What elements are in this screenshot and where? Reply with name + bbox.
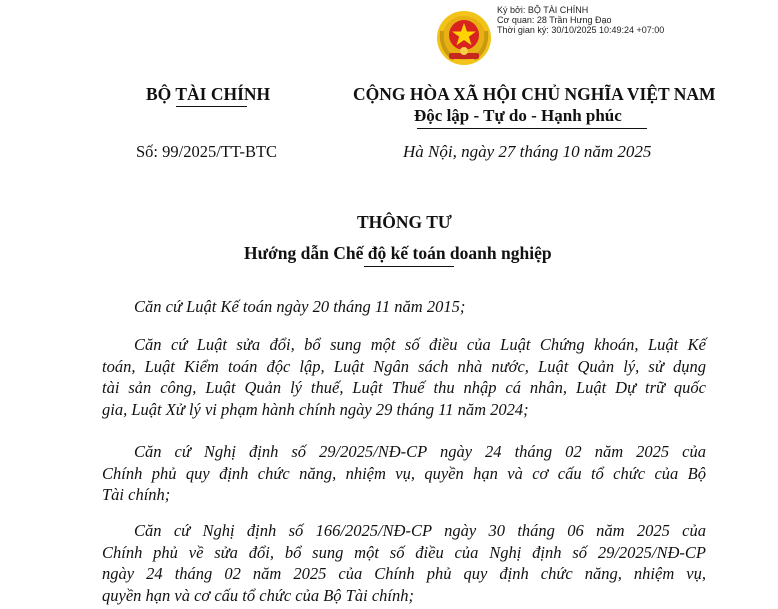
- paragraph-line: Tài chính;: [102, 485, 171, 504]
- paragraph-line: Căn cứ Nghị định số 29/2025/NĐ-CP ngày 24 tháng 02 năm 2025 của: [134, 442, 706, 461]
- document-subject: Hướng dẫn Chế độ kế toán doanh nghiệp: [244, 243, 552, 263]
- paragraph-legal-basis-4: [102, 520, 706, 606]
- paragraph-line: quyền hạn và cơ cấu tổ chức của Bộ Tài chính;: [102, 585, 414, 605]
- ministry-name: BỘ TÀI CHÍNH: [146, 84, 271, 104]
- motto-underline: [417, 128, 647, 129]
- paragraph-legal-basis-3: [102, 441, 706, 506]
- subject-underline: [364, 266, 454, 267]
- paragraph-legal-basis-1: [102, 296, 706, 318]
- paragraph-line: gia, Luật Xử lý vi phạm hành chính ngày 29 tháng 11 năm 2024;: [102, 399, 529, 419]
- country-name: CỘNG HÒA XÃ HỘI CHỦ NGHĨA VIỆT NAM: [353, 84, 716, 104]
- place-date: Hà Nội, ngày 27 tháng 10 năm 2025: [403, 142, 652, 161]
- ministry-underline: [176, 106, 247, 107]
- paragraph-legal-basis-2: [102, 334, 706, 420]
- signature-signed-by: Ký bởi: BỘ TÀI CHÍNH: [497, 5, 589, 15]
- paragraph-line: tài sản công, Luật Quản lý thuế, Luật Thuế thu nhập cá nhân, Luật Dự trữ quốc: [102, 378, 706, 397]
- signature-agency: Cơ quan: 28 Trần Hưng Đạo: [497, 15, 612, 25]
- national-emblem-icon: [434, 9, 494, 67]
- document-number: Số: 99/2025/TT-BTC: [136, 142, 278, 161]
- paragraph-line: Chính phủ quy định chức năng, nhiệm vụ, quyền hạn và cơ cấu tổ chức của Bộ: [102, 463, 706, 483]
- paragraph-line: ngày 24 tháng 02 năm 2025 của Chính phủ quy định chức năng, nhiệm vụ,: [102, 564, 706, 583]
- paragraph-line: Căn cứ Nghị định số 166/2025/NĐ-CP ngày 30 tháng 06 năm 2025 của: [134, 521, 706, 540]
- paragraph-line: Chính phủ về sửa đổi, bổ sung một số điều của Nghị định số 29/2025/NĐ-CP: [102, 542, 706, 562]
- national-motto: Độc lập - Tự do - Hạnh phúc: [414, 106, 622, 125]
- paragraph-line: Căn cứ Luật sửa đổi, bổ sung một số điều của Luật Chứng khoán, Luật Kế: [134, 335, 706, 354]
- paragraph-line: toán, Luật Kiểm toán độc lập, Luật Ngân sách nhà nước, Luật Quản lý, sử dụng: [102, 356, 706, 376]
- signature-time: Thời gian ký: 30/10/2025 10:49:24 +07:00: [497, 25, 665, 35]
- paragraph-line: Căn cứ Luật Kế toán ngày 20 tháng 11 năm 2015;: [134, 297, 466, 316]
- document-type: THÔNG TƯ: [357, 212, 452, 232]
